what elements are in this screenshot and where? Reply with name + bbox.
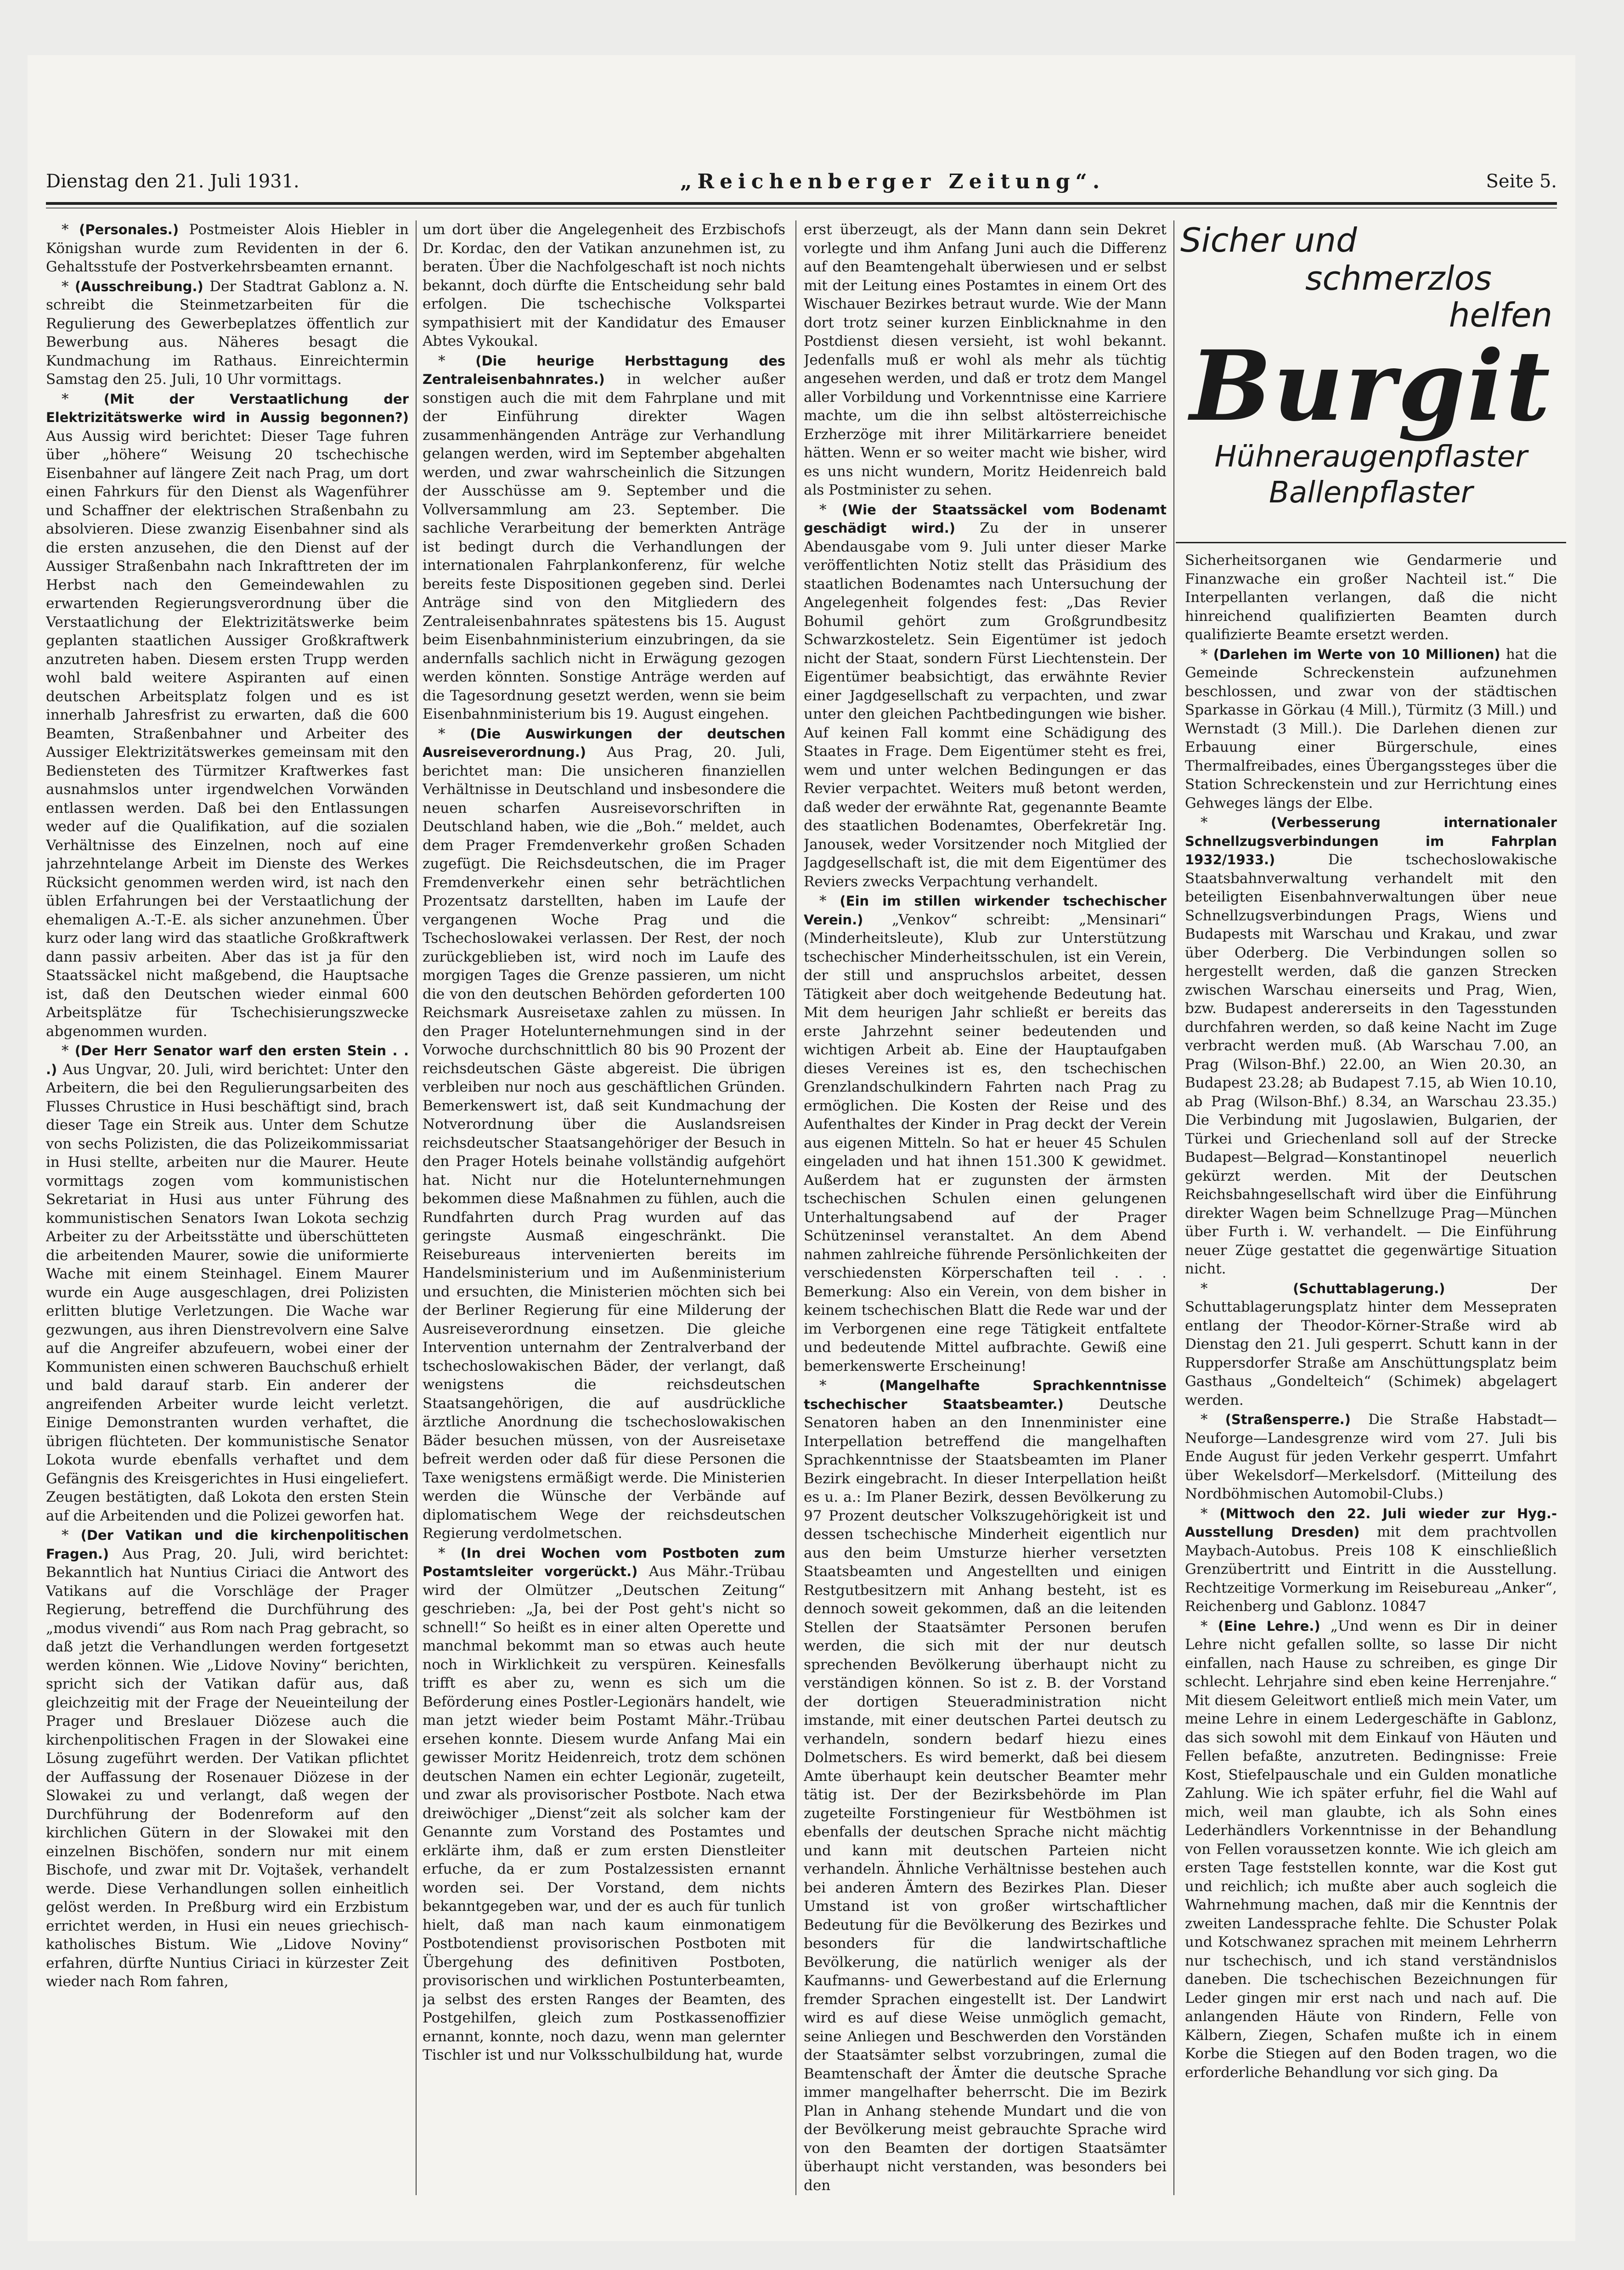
article-paragraph xyxy=(1185,551,1557,644)
article-asterisk: * xyxy=(438,1544,461,1561)
ad-rule xyxy=(1176,542,1566,543)
ad-line-3: helfen xyxy=(1449,296,1552,334)
page-number: Seite 5. xyxy=(1486,171,1557,192)
newspaper-title: „Reichenberger Zeitung“. xyxy=(680,169,1105,193)
article-paragraph xyxy=(1185,1617,1557,2082)
article-text: Die Straße Habstadt—Neuforge—Landesgrenze wird vom 27. Juli bis Ende August für jeden Verkehr gesperrt. Umfahrt über Wekelsdorf—Merkelsdorf. (Mitteilung des Nordböhmischen Automobil-Clubs.) xyxy=(1185,1411,1557,1502)
column-divider xyxy=(1173,220,1174,2195)
article-headline: (Straßensperre.) xyxy=(1225,1412,1351,1427)
article-text: Postmeister Alois Hiebler in Königshan wurde zum Revidenten in der 6. Gehaltsstufe der Postverkehrsbeamten ernannt. xyxy=(46,221,409,275)
article-text: „Venkov“ schreibt: „Mensinari“ (Minderheitsleute), Klub zur Unterstützung tschechischer Minderheitsschulen, ist ein Verein, der still und anspruchslos arbeitet, dessen Tätigkeit aber doch weitgehende Bedeutung hat. Mit dem heurigen Jahr schließt er bereits das erste Jahrzehnt seiner bedeutenden und wichtigen Arbeit ab. Eine der Hauptaufgaben dieses Vereines ist es, den tschechischen Grenzlandschulkindern Fahrten nach Prag zu ermöglichen. Die Kosten der Reise und des Aufenthaltes der Kinder in Prag deckt der Verein aus eigenen Mitteln. So hat er heuer 45 Schulen eingeladen und hat ihnen 151.300 K gewidmet. Außerdem hat er zugunsten der ärmsten tschechischen Schulen einen gelungenen Unterhaltungsabend auf der Prager Schützeninsel veranstaltet. An dem Abend nahmen zahlreiche führende Persönlichkeiten der verschiedensten Körperschaften teil . . . Bemerkung: Also ein Verein, von dem bisher in keinem tschechischen Blatt die Rede war und der im Verborgenen eine rege Tätigkeit entfaltete und bedeutende Mittel aufbrachte. Gewiß eine bemerkenswerte Erscheinung! xyxy=(804,911,1167,1374)
article-headline: (Darlehen im Werte von 10 Millionen) xyxy=(1213,646,1500,662)
article-text: Aus Mähr.-Trübau wird der Olmützer „Deutschen Zeitung“ geschrieben: „Ja, bei der Post geht's nicht so schnell!“ So heißt es in einer alten Operette und manchmal bekommt man so etwas auch heute noch in Wirklichkeit zu verspüren. Keinesfalls trifft es aber zu, wenn es sich um die Beförderung eines Postler-Legionärs handelt, wie man jetzt wieder beim Postamt Mähr.-Trübau ersehen konnte. Diesem wurde Anfang Mai ein gewisser Moritz Heidenreich, trotz dem schönen deutschen Namen ein echter Legionär, zugeteilt, und zwar als provisorischer Postbote. Nach etwa dreiwöchiger „Dienst“zeit als solcher kam der Genannte zum Vorstand des Postamtes und erklärte ihm, daß er zum ersten Dienstleiter erfuche, da er zum Postalzessisten ernannt worden sei. Der Vorstand, dem nichts bekanntgegeben war, und der es auch für tunlich hielt, daß man nach kaum einmonatigem Postbotendienst provisorischen Postboten mit Übergehung des definitiven Postboten, provisorischen und wirklichen Postunterbeamten, ja selbst des ersten Ranges der Beamten, des Postgehilfen, gleich zum Postkassenoffizier ernannt, konnte, noch dazu, wenn man gelernter Tischler ist und nur Volksschulbildung hat, wurde xyxy=(423,1563,785,2063)
article-paragraph xyxy=(423,352,785,724)
article-asterisk: * xyxy=(1201,814,1271,831)
article-asterisk: * xyxy=(1201,1505,1220,1522)
article-text: Aus Prag, 20. Juli, wird berichtet: Bekanntlich hat Nuntius Ciriaci die Antwort des Vatikans auf die Vorschläge der Prager Regierung, betreffend die Durchführung des „modus vivendi“ aus Rom nach Prag gebracht, so daß jetzt die Verhandlungen werden fortgesetzt werden können. Wie „Lidove Noviny“ berichten, spricht sich der Vatikan dafür aus, daß gleichzeitig mit der Frage der Neueinteilung der Prager und Breslauer Diözese auch die kirchenpolitischen Fragen in der Slowakei eine Lösung zugeführt werden. Der Vatikan pflichtet der Auffassung der Rosenauer Diözese in der Slowakei zu und verlangt, daß wegen der Durchführung der Bodenreform auf den kirchlichen Gütern in der Slowakei mit den einzelnen Bischöfen, sondern nur mit einem Bischofe, und zwar mit Dr. Vojtašek, verhandelt werde. Diese Verhandlungen sollen einheitlich gelöst werden. In Preßburg wird ein Erzbistum errichtet werden, in Husi ein neues griechisch-katholisches Bistum. Wie „Lidove Noviny“ erfahren, dürfte Nuntius Ciriaci in kürzester Zeit wieder nach Rom fahren, xyxy=(46,1545,409,1990)
article-headline: (Die heurige Herbsttagung des Zentraleisenbahnrates.) xyxy=(423,353,785,387)
article-paragraph xyxy=(1185,1279,1557,1410)
article-text: erst überzeugt, als der Mann dann sein Dekret vorlegte und ihm Anfang Juni auch die Differenz auf den Beamtengehalt überwiesen und er selbst mit der Leitung eines Postamtes in einem Ort des Wischauer Bezirkes betraut wurde. Wie der Mann dort trotz seiner kurzen Einblicknahme in den Postdienst diesen versieht, ist wohl bekannt. Jedenfalls muß er wohl als mehr als tüchtig angesehen werden, und daß er trotz dem Mangel aller Vorbildung und Vorkenntnisse eine Karriere machte, um die ihn selbst altösterreichische Erzherzöge mit ihrer Militärkarriere beneidet hätten. Wenn er so weiter macht wie bisher, wird es uns nicht wundern, Moritz Heidenreich bald als Postminister zu sehen. xyxy=(804,221,1167,498)
column-2 xyxy=(423,220,785,2195)
article-text: Aus Ungvar, 20. Juli, wird berichtet: Unter den Arbeitern, die bei den Regulierungsarbeiten des Flusses Chrustice in Husi beschäftigt sind, brach dieser Tage ein Streik aus. Unter dem Schutze von sechs Polizisten, die das Polizeikommissariat in Husi stellte, arbeiten nur die Maurer. Heute vormittags zogen vom kommunistischen Sekretariat in Husi aus unter Führung des kommunistischen Senators Iwan Lokota sechzig Arbeiter zu der Arbeitsstätte und überschütteten die arbeitenden Maurer, sowie die uniformierte Wache mit einem Steinhagel. Einem Maurer wurde ein Auge ausgeschlagen, drei Polizisten erlitten blutige Verletzungen. Die Wache war gezwungen, aus ihren Dienstrevolvern eine Salve auf die Angreifer abzufeuern, wobei einer der Kommunisten einen schweren Bauchschuß erhielt und bald darauf starb. Ein anderer der angreifenden Arbeiter wurde leicht verletzt. Einige Demonstranten wurden verhaftet, die übrigen flüchteten. Der kommunistische Senator Lokota wurde ebenfalls verhaftet und dem Gefängnis des Kreisgerichtes in Husi eingeliefert. Zeugen bestätigten, daß Lokota den ersten Stein auf die Arbeitenden und die Polizei geworfen hat. xyxy=(46,1061,409,1524)
article-text: Aus Aussig wird berichtet: Dieser Tage fuhren über „höhere“ Weisung 20 tschechische Eisenbahner auf längere Zeit nach Prag, um dort einen Fahrkurs für den Dienst als Wagenführer und Schaffner der elektrischen Straßenbahn zu absolvieren. Diese zwanzig Eisenbahner sind als die ersten anzusehen, die den Dienst auf der Aussiger Straßenbahn nach Inkrafttreten der im Herbst nach den Gemeindewahlen zu erwartenden Regierungsverordnung über die Verstaatlichung der Elektrizitätswerke beim geplanten staatlichen Aussiger Großkraftwerk anzutreten haben. Diesem ersten Trupp werden wohl bald weitere Aspiranten auf einen deutschen Arbeitsplatz folgen und es ist innerhalb Jahresfrist zu erwarten, daß die 600 Beamten, Straßenbahner und Arbeiter des Aussiger Elektrizitätswerkes gemeinsam mit den Bediensteten des Türmitzer Kraftwerkes fast ausnahmslos unter irgendwelchen Vorwänden entlassen werden. Daß bei den Entlassungen weder auf die Qualifikation, auf die sozialen Verhältnisse des Einzelnen, noch auf eine jahrzehntelange Arbeit im Dienste des Werkes Rücksicht genommen werden wird, ist nach den üblen Erfahrungen bei der Verstaatlichung der ehemaligen A.-T.-E. als sicher anzunehmen. Über kurz oder lang wird das staatliche Großkraftwerk dann passiv arbeiten. Aber das ist ja für den Staatssäckel nicht maßgebend, die Hauptsache ist, daß den Deutschen wieder einmal 600 Arbeitsplätze für Tschechisierungszwecke abgenommen wurden. xyxy=(46,428,409,1040)
column-divider xyxy=(416,220,417,2195)
article-headline: (Eine Lehre.) xyxy=(1218,1618,1320,1634)
article-text: Der Stadtrat Gablonz a. N. schreibt die Steinmetzarbeiten für die Regulierung des Gewerbeplatzes öffentlich zur Bewerbung aus. Näheres besagt die Kundmachung im Rathaus. Einreichtermin Samstag den 25. Juli, 10 Uhr vormittags. xyxy=(46,278,409,388)
ad-line-1: Sicher und xyxy=(1180,221,1357,259)
article-asterisk: * xyxy=(62,1527,81,1543)
article-paragraph xyxy=(804,892,1167,1375)
article-asterisk: * xyxy=(62,278,75,295)
article-paragraph xyxy=(46,277,409,389)
article-headline: (Der Vatikan und die kirchenpolitischen Fragen.) xyxy=(46,1527,409,1562)
article-paragraph xyxy=(46,390,409,1041)
article-paragraph xyxy=(46,220,409,276)
article-paragraph xyxy=(46,1042,409,1525)
article-headline: (Mittwoch den 22. Juli wieder zur Hyg.-Ausstellung Dresden) xyxy=(1185,1505,1557,1540)
article-headline: (In drei Wochen vom Postboten zum Postamtsleiter vorgerückt.) xyxy=(423,1545,785,1579)
article-paragraph xyxy=(1185,1410,1557,1504)
article-asterisk: * xyxy=(62,1042,75,1059)
article-headline: (Mangelhafte Sprachkenntnisse tschechischer Staatsbeamter.) xyxy=(804,1378,1167,1412)
article-text: Deutsche Senatoren haben an den Innenminister eine Interpellation betreffend die mangelhaften Sprachkenntnisse der Staatsbeamten im Planer Bezirk eingebracht. In dieser Interpellation heißt es u. a.: Im Planer Bezirk, dessen Bevölkerung zu 97 Prozent deutscher Volkszugehörigkeit ist und dessen tschechische Minderheit eigentlich nur aus den beim Umsturze hierher versetzten Staatsbeamten und Angestellten und einigen Restgutbesitzern mit Anhang besteht, ist es dennoch soweit gekommen, daß an die leitenden Stellen der Staatsämter Personen berufen werden, die sich mit der nur deutsch sprechenden Bevölkerung überhaupt nicht zu verständigen können. So ist z. B. der Vorstand der dortigen Steueradministration nicht imstande, mit einer deutschen Partei deutsch zu verhandeln, sondern bedarf hiezu eines Dolmetschers. Es wird bemerkt, daß bei diesem Amte überhaupt kein deutscher Beamter mehr tätig ist. Der der Bezirksbehörde im Plan zugeteilte Forstingenieur für Westböhmen ist ebenfalls der deutschen Sprache nicht mächtig und kann mit deutschen Parteien nicht verhandeln. Ähnliche Verhältnisse bestehen auch bei anderen Ämtern des Bezirkes Plan. Dieser Umstand ist von großer wirtschaftlicher Bedeutung für die Bevölkerung des Bezirkes und besonders für die landwirtschaftliche Bevölkerung, die natürlich weniger als der Kaufmanns- und Gewerbestand auf die Erlernung fremder Sprachen eingestellt ist. Der Landwirt wird es auf diese Weise unmöglich gemacht, seine Anliegen und Beschwerden den Vorständen der Staatsämter selbst vorzubringen, zumal die Beamtenschaft der Ämter die deutsche Sprache immer mangelhafter beherrscht. Die im Bezirk Plan in Anhang stehende Mundart und die von der Bevölkerung meist gebrauchte Sprache wird von den Beamten der dortigen Staatsämter überhaupt nicht verstanden, was besonders bei den xyxy=(804,1396,1167,2194)
article-text: mit dem prachtvollen Maybach-Autobus. Preis 108 K einschließlich Grenzübertritt und Eintritt in die Ausstellung. Rechtzeitige Vormerkung im Reisebureau „Anker“, Reichenberg und Gablonz. 10847 xyxy=(1185,1524,1557,1615)
article-paragraph xyxy=(804,220,1167,500)
article-headline: (Schuttablagerung.) xyxy=(1293,1280,1445,1296)
article-asterisk: * xyxy=(1201,1411,1225,1428)
article-asterisk: * xyxy=(819,893,840,909)
article-asterisk: * xyxy=(62,390,104,407)
ad-product-1: Hühneraugenpflaster xyxy=(1214,440,1528,474)
article-text: Aus Prag, 20. Juli, berichtet man: Die unsicheren finanziellen Verhältnisse in Deutschland und insbesondere die neuen scharfen Ausreisevorschriften in Deutschland haben, wie die „Boh.“ meldet, auch dem Prager Fremdenverkehr großen Schaden zugefügt. Die Reichsdeutschen, die im Prager Fremdenverkehr einen sehr beträchtlichen Prozentsatz darstellten, haben im Laufe der vergangenen Woche Prag und die Tschechoslowakei verlassen. Der Rest, der noch zurückgeblieben ist, wird noch im Laufe des morgigen Tages die Grenze passieren, um nicht die von den deutschen Behörden geforderten 100 Reichsmark Ausreisetaxe zahlen zu müssen. In den Prager Hotelunternehmungen sind in der Vorwoche durchschnittlich 80 bis 90 Prozent der reichsdeutschen Gäste abgereist. Die übrigen verbleiben nur noch aus geschäftlichen Gründen. Bemerkenswert ist, daß seit Kundmachung der Notverordnung über die Auslandsreisen reichsdeutscher Staatsangehöriger der Besuch in den Prager Hotels beinahe vollständig aufgehört hat. Nicht nur die Hotelunternehmungen bekommen diese Maßnahmen zu fühlen, auch die Rundfahrten durch Prag wurden auf das geringste Ausmaß eingeschränkt. Die Reisebureaus intervenierten bereits im Handelsministerium und im Außenministerium und ersuchten, die Ministerien möchten sich bei der Berliner Regierung für eine Milderung der Ausreiseverordnung einsetzen. Die gleiche Intervention unternahm der Zentralverband der tschechoslowakischen Bäder, der verlangt, daß wenigstens die reichsdeutschen Staatsangehörigen, die auf ausdrückliche ärztliche Anordnung die tschechoslowakischen Bäder besuchen müssen, von der Ausreisetaxe befreit werden oder daß für diese Personen die Taxe wenigstens ermäßigt werde. Die Ministerien werden die Wünsche der Verbände auf diplomatischem Wege der reichsdeutschen Regierung verdolmetschen. xyxy=(423,744,785,1542)
article-asterisk: * xyxy=(819,1377,880,1394)
article-text: Die tschechoslowakische Staatsbahnverwaltung verhandelt mit den beteiligten Eisenbahnverwaltungen über neue Schnellzugsverbindungen Prags, Wiens und Budapests mit Warschau und Krakau, und zwar über Oderberg. Die Verbindungen sollen so hergestellt werden, daß die ganzen Strecken zwischen Warschau einerseits und Prag, Wien, bzw. Budapest andererseits in den Tagesstunden durchfahren werden, so daß keine Nacht im Zuge verbracht werden muß. (Ab Warschau 7.00, an Prag (Wilson-Bhf.) 22.00, an Wien 20.30, an Budapest 23.28; ab Budapest 7.15, ab Wien 10.10, ab Prag (Wilson-Bhf.) 8.34, an Warschau 23.35.) Die Verbindung mit Jugoslawien, Bulgarien, der Türkei und Griechenland soll auf der Strecke Budapest—Belgrad—Konstantinopel neuerlich gekürzt werden. Mit der Deutschen Reichsbahngesellschaft wird über die Einführung direkter Wagen beim Schnellzuge Prag—München über Furth i. W. verhandelt. — Die Einführung neuer Züge gestattet die gegenwärtige Situation nicht. xyxy=(1185,851,1557,1277)
column-divider xyxy=(795,220,796,2195)
article-asterisk: * xyxy=(438,352,476,369)
article-paragraph xyxy=(804,501,1167,891)
article-asterisk: * xyxy=(1201,1617,1218,1634)
article-text: Zu der in unserer Abendausgabe vom 9. Juli unter dieser Marke veröffentlichten Notiz stellt das Präsidium des staatlichen Bodenamtes nach Untersuchung der Angelegenheit folgendes fest: „Das Revier Bohumil gehört zum Großgrundbesitz Schwarzkosteletz. Sein Eigentümer ist jedoch nicht der Staat, sondern Fürst Liechtenstein. Der Eigentümer beabsichtigt, das erwähnte Revier einer Jagdgesellschaft zu verpachten, und zwar unter den gleichen Pachtbedingungen wie bisher. Auf keinen Fall kommt eine Schädigung des Staates in Frage. Dem Eigentümer steht es frei, wem und unter welchen Bedingungen er das Revier verpachtet. Weiters muß betont werden, daß weder der erwähnte Rat, gegenannte Beamte des staatlichen Bodenamtes, Oberfekretär Ing. Janousek, weder Vorsitzender noch Mitglied der Jagdgesellschaft ist, die mit dem Eigentümer des Reviers zwecks Verpachtung verhandelt. xyxy=(804,520,1167,890)
article-text: um dort über die Angelegenheit des Erzbischofs Dr. Kordac, den der Vatikan anzunehmen ist, zu beraten. Über die Nachfolgeschaft ist noch nichts bekannt, doch dürfte die Entscheidung sehr bald erfolgen. Die tschechische Volkspartei sympathisiert mit der Kandidatur des Emauser Abtes Vykoukal. xyxy=(423,221,785,349)
article-text: „Und wenn es Dir in deiner Lehre nicht gefallen sollte, so lasse Dir nicht einfallen, nach Hause zu schreiben, es ginge Dir schlecht. Lehrjahre sind eben keine Herrenjahre.“ Mit diesem Geleitwort entließ mich mein Vater, um meine Lehre in einem Ledergeschäfte in Gablonz, das sich sowohl mit dem Einkauf von Häuten und Fellen befaßte, anzutreten. Bedingnisse: Freie Kost, Stiefelpauschale und ein Gulden monatliche Zahlung. Wie ich später erfuhr, fiel die Wahl auf mich, weil man glaubte, ich als Sohn eines Lederhändlers Vorkenntnisse in der Behandlung von Fellen voraussetzen konnte. Wie ich gleich am ersten Tage feststellen konnte, war die Kost gut und reichlich; ich mußte aber auch sogleich die Wahrnehmung machen, daß mir die Kenntnis der zweiten Landessprache fehlte. Die Schuster Polak und Kotschwanez sprachen mit meinem Lehrherrn nur tschechisch, und ich stand verständnislos daneben. Die tschechischen Bezeichnungen für Leder gingen mir erst nach und nach auf. Die anlangenden Häute von Rindern, Felle von Kälbern, Ziegen, Schafen mußte ich in einem Korbe die Stiegen auf den Boden tragen, wo die erforderliche Behandlung vor sich ging. Da xyxy=(1185,1617,1557,2081)
article-asterisk: * xyxy=(1201,1280,1293,1297)
article-paragraph xyxy=(1185,645,1557,813)
article-headline: (Ausschreibung.) xyxy=(75,278,203,294)
article-headline: (Personales.) xyxy=(79,222,179,237)
article-text: Sicherheitsorganen wie Gendarmerie und Finanzwache ein großer Nachteil ist.“ Die Interpellanten verlangen, daß die nicht hinreichend qualifizierten Beamten durch qualifizierte Beamte ersetzt werden. xyxy=(1185,552,1557,643)
article-headline: (Die Auswirkungen der deutschen Ausreiseverordnung.) xyxy=(423,726,785,760)
newspaper-page xyxy=(28,55,1575,2241)
article-paragraph xyxy=(423,725,785,1543)
ad-line-2: schmerzlos xyxy=(1305,259,1492,298)
article-text: Der Schuttablagerungsplatz hinter dem Messepraten entlang der Theodor-Körner-Straße wird ab Dienstag den 21. Juli gesperrt. Schutt kann in der Ruppersdorfer Straße am Anschüttungsplatz beim Gasthaus „Gondelteich“ (Schimek) abgelagert werden. xyxy=(1185,1280,1557,1408)
article-paragraph xyxy=(423,220,785,351)
column-3 xyxy=(804,220,1167,2195)
article-asterisk: * xyxy=(819,501,842,518)
page-header xyxy=(46,161,1557,202)
article-headline: (Mit der Verstaatlichung der Elektrizitätswerke wird in Aussig begonnen?) xyxy=(46,391,409,425)
article-paragraph xyxy=(1185,1504,1557,1616)
article-paragraph xyxy=(423,1544,785,2065)
article-text: hat die Gemeinde Schreckenstein aufzunehmen beschlossen, und zwar von der städtischen Sparkasse in Görkau (4 Mill.), Türmitz (3 Mill.) und Wernstadt (3 Mill.). Die Darlehen dienen zur Erbauung einer Bürgerschule, eines Thermalfreibades, eines Übergangssteges über die Station Schreckenstein und zur Herrichtung eines Gehweges längs der Elbe. xyxy=(1185,646,1557,811)
article-paragraph xyxy=(804,1376,1167,2195)
issue-date: Dienstag den 21. Juli 1931. xyxy=(46,171,299,192)
article-asterisk: * xyxy=(438,725,470,742)
column-1 xyxy=(46,220,409,2195)
ad-product-2: Ballenpflaster xyxy=(1269,476,1473,510)
ad-brand: Burgit xyxy=(1190,329,1552,443)
article-headline: (Verbesserung internationaler Schnellzugsverbindungen im Fahrplan 1932/1933.) xyxy=(1185,815,1557,867)
burgit-advertisement xyxy=(1176,220,1566,537)
article-asterisk: * xyxy=(62,221,79,238)
article-headline: (Der Herr Senator warf den ersten Stein . . .) xyxy=(46,1043,409,1077)
article-paragraph xyxy=(1185,813,1557,1279)
column-4 xyxy=(1185,551,1557,2195)
article-paragraph xyxy=(46,1526,409,1991)
article-asterisk: * xyxy=(1201,646,1213,663)
article-headline: (Ein im stillen wirkender tschechischer Verein.) xyxy=(804,893,1167,928)
article-headline: (Wie der Staatssäckel vom Bodenamt geschädigt wird.) xyxy=(804,501,1167,536)
article-text: in welcher außer sonstigen auch die mit dem Fahrplane und mit der Einführung direkter Wagen zusammenhängenden Anträge zur Verhandlung gelangen werden, wird im September abgehalten werden, und zwar wahrscheinlich die Sitzungen der Ausschüsse am 9. September und die Vollversammlung am 23. September. Die sachliche Verarbeitung der bemerkten Anträge ist bedingt durch die Verhandlungen der internationalen Fahrplankonferenz, für welche bereits feste Dispositionen gegeben sind. Derlei Anträge sind von den Mitgliedern des Zentraleisenbahnrates spätestens bis 15. August beim Eisenbahnministerium einzubringen, da sie andernfalls sachlich nicht in Erwägung gezogen werden könnten. Sonstige Anträge werden auf die Tagesordnung gesetzt werden, wenn sie beim Eisenbahnministerium bis 19. August eingehen. xyxy=(423,371,785,722)
header-rule xyxy=(46,202,1557,205)
